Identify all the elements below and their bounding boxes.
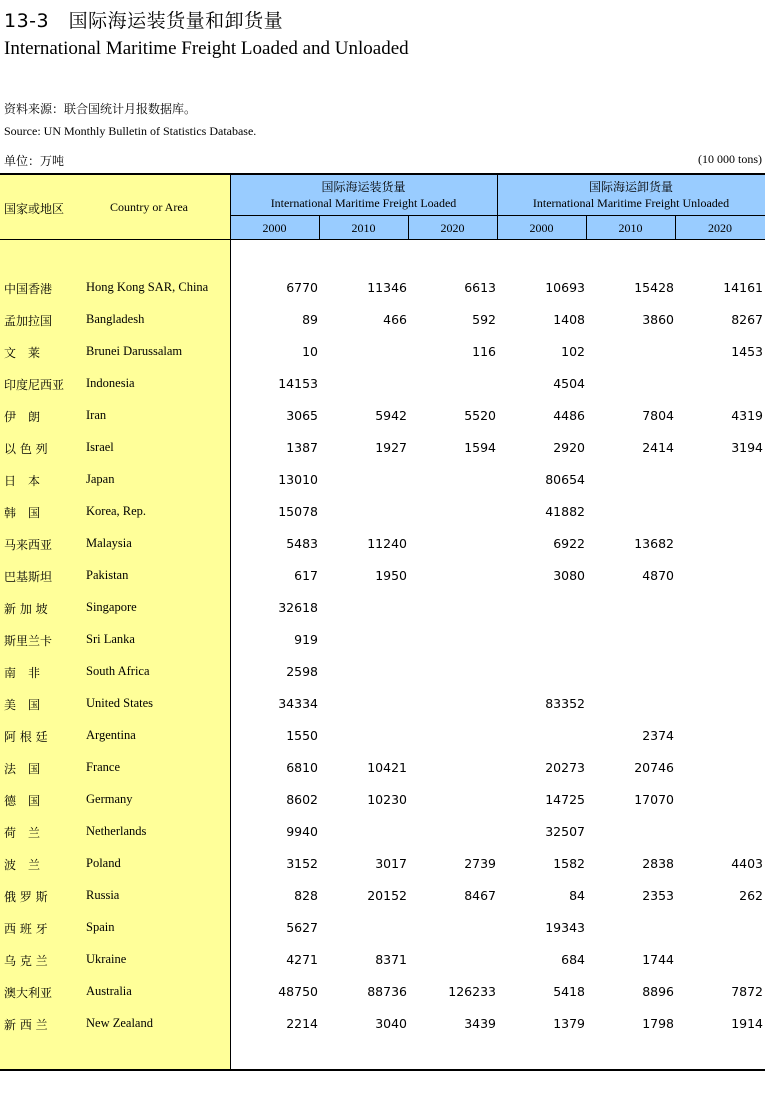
value-unloaded-2000: 10693 <box>545 280 585 295</box>
value-loaded-2020: 116 <box>472 344 496 359</box>
value-loaded-2010: 1950 <box>375 568 407 583</box>
value-loaded-2010: 3017 <box>375 856 407 871</box>
country-name-cn: 荷 兰 <box>4 826 41 840</box>
value-loaded-2000: 1550 <box>286 728 318 743</box>
country-name-cn: 斯里兰卡 <box>4 634 53 648</box>
value-unloaded-2020: 3194 <box>731 440 763 455</box>
value-loaded-2010: 88736 <box>367 984 407 999</box>
country-name-en: United States <box>86 696 154 710</box>
country-name-cn: 乌 克 兰 <box>4 954 48 968</box>
header-bottom-rule <box>0 239 765 240</box>
value-loaded-2010: 11346 <box>367 280 407 295</box>
header-loaded-en: International Maritime Freight Loaded <box>270 196 457 210</box>
country-name-en: Russia <box>86 888 120 902</box>
country-name-en: Malaysia <box>86 536 132 550</box>
value-unloaded-2010: 2838 <box>642 856 674 871</box>
country-name-en: Israel <box>86 440 114 454</box>
country-name-en: Australia <box>86 984 132 998</box>
table-row <box>0 432 765 464</box>
country-name-cn: 巴基斯坦 <box>4 570 53 584</box>
country-name-cn: 孟加拉国 <box>4 314 53 328</box>
table-row <box>0 816 765 848</box>
value-unloaded-2000: 80654 <box>545 472 585 487</box>
country-name-cn: 澳大利亚 <box>4 986 53 1000</box>
table-title-en: International Maritime Freight Loaded and Unloaded <box>4 38 409 59</box>
header-year-unloaded-2000: 2000 <box>529 221 554 235</box>
country-name-en: Sri Lanka <box>86 632 135 646</box>
value-loaded-2010: 10230 <box>367 792 407 807</box>
table-row <box>0 464 765 496</box>
value-loaded-2000: 828 <box>294 888 318 903</box>
unit-label-en: (10 000 tons) <box>698 152 762 166</box>
table-row <box>0 976 765 1008</box>
value-loaded-2000: 2598 <box>286 664 318 679</box>
value-loaded-2000: 1387 <box>286 440 318 455</box>
table-row <box>0 1008 765 1040</box>
table-top-rule <box>0 173 765 175</box>
table-row <box>0 912 765 944</box>
value-loaded-2010: 466 <box>383 312 407 327</box>
value-loaded-2000: 14153 <box>278 376 318 391</box>
value-unloaded-2010: 1744 <box>642 952 674 967</box>
country-name-cn: 法 国 <box>4 762 41 776</box>
value-loaded-2020: 6613 <box>464 280 496 295</box>
value-loaded-2000: 617 <box>294 568 318 583</box>
country-name-cn: 西 班 牙 <box>4 922 48 936</box>
country-name-cn: 阿 根 廷 <box>4 730 48 744</box>
table-row <box>0 400 765 432</box>
table-title-cn: 13-3 国际海运装货量和卸货量 <box>4 10 284 32</box>
value-unloaded-2010: 13682 <box>634 536 674 551</box>
table-row <box>0 688 765 720</box>
country-name-en: Poland <box>86 856 121 870</box>
country-name-en: Brunei Darussalam <box>86 344 183 358</box>
value-unloaded-2000: 1582 <box>553 856 585 871</box>
value-loaded-2020: 126233 <box>448 984 496 999</box>
country-name-cn: 以 色 列 <box>4 442 48 456</box>
value-unloaded-2000: 32507 <box>545 824 585 839</box>
value-unloaded-2000: 83352 <box>545 696 585 711</box>
value-loaded-2000: 34334 <box>278 696 318 711</box>
value-unloaded-2000: 14725 <box>545 792 585 807</box>
value-unloaded-2010: 8896 <box>642 984 674 999</box>
value-loaded-2000: 9940 <box>286 824 318 839</box>
value-loaded-2010: 20152 <box>367 888 407 903</box>
country-name-cn: 俄 罗 斯 <box>4 890 48 904</box>
value-unloaded-2020: 4403 <box>731 856 763 871</box>
value-unloaded-2000: 3080 <box>553 568 585 583</box>
country-name-en: Germany <box>86 792 133 806</box>
table-row <box>0 496 765 528</box>
country-name-en: Japan <box>86 472 115 486</box>
country-name-en: Argentina <box>86 728 136 742</box>
table-row <box>0 624 765 656</box>
country-name-en: Bangladesh <box>86 312 145 326</box>
value-loaded-2000: 15078 <box>278 504 318 519</box>
value-unloaded-2010: 2353 <box>642 888 674 903</box>
value-loaded-2000: 32618 <box>278 600 318 615</box>
value-unloaded-2010: 17070 <box>634 792 674 807</box>
country-name-cn: 中国香港 <box>4 282 53 296</box>
value-unloaded-2000: 2920 <box>553 440 585 455</box>
header-year-loaded-2010: 2010 <box>351 221 376 235</box>
table-row <box>0 592 765 624</box>
value-unloaded-2000: 102 <box>561 344 585 359</box>
country-name-en: Spain <box>86 920 115 934</box>
country-name-en: Korea, Rep. <box>86 504 147 518</box>
value-unloaded-2020: 7872 <box>731 984 763 999</box>
table-row <box>0 528 765 560</box>
country-name-cn: 德 国 <box>4 794 41 808</box>
header-year-unloaded-2010: 2010 <box>618 221 643 235</box>
table-row <box>0 272 765 304</box>
country-name-en: Ukraine <box>86 952 127 966</box>
source-note-en: Source: UN Monthly Bulletin of Statistics Database. <box>4 124 257 138</box>
value-loaded-2000: 5483 <box>286 536 318 551</box>
value-unloaded-2000: 4504 <box>553 376 585 391</box>
table-row <box>0 336 765 368</box>
value-loaded-2000: 2214 <box>286 1016 318 1031</box>
value-unloaded-2010: 15428 <box>634 280 674 295</box>
value-unloaded-2000: 4486 <box>553 408 585 423</box>
header-loaded-cn: 国际海运装货量 <box>321 180 406 194</box>
value-loaded-2020: 3439 <box>464 1016 496 1031</box>
country-name-cn: 马来西亚 <box>4 538 53 552</box>
header-unloaded-en: International Maritime Freight Unloaded <box>532 196 730 210</box>
value-loaded-2020: 5520 <box>464 408 496 423</box>
value-loaded-2000: 3065 <box>286 408 318 423</box>
value-loaded-2010: 8371 <box>375 952 407 967</box>
value-unloaded-2010: 4870 <box>642 568 674 583</box>
country-name-cn: 韩 国 <box>4 506 41 520</box>
value-unloaded-2010: 2374 <box>642 728 674 743</box>
header-year-unloaded-2020: 2020 <box>708 221 732 235</box>
country-name-cn: 伊 朗 <box>4 410 41 424</box>
table-row <box>0 560 765 592</box>
table-row <box>0 944 765 976</box>
value-loaded-2020: 1594 <box>464 440 496 455</box>
value-loaded-2000: 10 <box>302 344 318 359</box>
table-row <box>0 880 765 912</box>
value-loaded-2010: 1927 <box>375 440 407 455</box>
country-name-cn: 波 兰 <box>4 858 41 872</box>
country-name-cn: 美 国 <box>4 698 41 712</box>
value-unloaded-2010: 20746 <box>634 760 674 775</box>
header-year-loaded-2020: 2020 <box>440 221 465 235</box>
value-unloaded-2000: 84 <box>569 888 585 903</box>
value-loaded-2010: 10421 <box>367 760 407 775</box>
value-unloaded-2020: 8267 <box>731 312 763 327</box>
country-name-cn: 新 西 兰 <box>4 1018 48 1032</box>
value-unloaded-2000: 20273 <box>545 760 585 775</box>
country-name-en: South Africa <box>86 664 150 678</box>
header-loaded-group <box>230 179 497 211</box>
value-loaded-2000: 919 <box>294 632 318 647</box>
country-name-cn: 印度尼西亚 <box>4 378 65 392</box>
value-loaded-2010: 11240 <box>367 536 407 551</box>
value-unloaded-2000: 1408 <box>553 312 585 327</box>
table-row <box>0 368 765 400</box>
table-row <box>0 848 765 880</box>
country-name-en: Singapore <box>86 600 137 614</box>
value-unloaded-2010: 2414 <box>642 440 674 455</box>
country-name-cn: 日 本 <box>4 474 41 488</box>
value-loaded-2020: 2739 <box>464 856 496 871</box>
value-unloaded-2020: 262 <box>739 888 763 903</box>
value-unloaded-2000: 5418 <box>553 984 585 999</box>
value-loaded-2000: 6770 <box>286 280 318 295</box>
value-loaded-2020: 592 <box>472 312 496 327</box>
unit-label-cn: 单位：万吨 <box>4 154 65 168</box>
country-name-en: Hong Kong SAR, China <box>86 280 209 294</box>
value-unloaded-2000: 6922 <box>553 536 585 551</box>
country-name-cn: 新 加 坡 <box>4 602 48 616</box>
country-name-cn: 南 非 <box>4 666 41 680</box>
source-note-cn: 资料来源：联合国统计月报数据库。 <box>4 102 197 116</box>
country-name-en: France <box>86 760 121 774</box>
value-loaded-2000: 8602 <box>286 792 318 807</box>
value-unloaded-2000: 19343 <box>545 920 585 935</box>
value-loaded-2000: 5627 <box>286 920 318 935</box>
value-unloaded-2010: 3860 <box>642 312 674 327</box>
value-unloaded-2020: 1914 <box>731 1016 763 1031</box>
header-unloaded-cn: 国际海运卸货量 <box>588 180 673 194</box>
value-unloaded-2010: 1798 <box>642 1016 674 1031</box>
table-row <box>0 656 765 688</box>
value-loaded-2010: 3040 <box>375 1016 407 1031</box>
header-unloaded-group <box>497 179 765 211</box>
country-name-en: Iran <box>86 408 107 422</box>
value-unloaded-2010: 7804 <box>642 408 674 423</box>
header-year-loaded-2000: 2000 <box>262 221 287 235</box>
header-country-cn: 国家或地区 <box>4 202 65 216</box>
value-loaded-2000: 6810 <box>286 760 318 775</box>
value-unloaded-2020: 4319 <box>731 408 763 423</box>
value-loaded-2010: 5942 <box>375 408 407 423</box>
value-loaded-2000: 48750 <box>278 984 318 999</box>
country-name-cn: 文 莱 <box>4 346 41 360</box>
country-name-en: Netherlands <box>86 824 147 838</box>
value-unloaded-2000: 41882 <box>545 504 585 519</box>
value-loaded-2000: 13010 <box>278 472 318 487</box>
country-name-en: New Zealand <box>86 1016 153 1030</box>
table-row <box>0 784 765 816</box>
country-name-en: Pakistan <box>86 568 129 582</box>
value-loaded-2000: 4271 <box>286 952 318 967</box>
table-row <box>0 720 765 752</box>
header-country-en: Country or Area <box>110 200 188 214</box>
value-unloaded-2000: 1379 <box>553 1016 585 1031</box>
country-name-en: Indonesia <box>86 376 135 390</box>
table-row <box>0 304 765 336</box>
value-loaded-2020: 8467 <box>464 888 496 903</box>
value-loaded-2000: 3152 <box>286 856 318 871</box>
table-row <box>0 752 765 784</box>
value-unloaded-2020: 14161 <box>723 280 763 295</box>
value-unloaded-2020: 1453 <box>731 344 763 359</box>
table-bottom-rule <box>0 1069 765 1071</box>
value-unloaded-2000: 684 <box>561 952 585 967</box>
value-loaded-2000: 89 <box>302 312 318 327</box>
